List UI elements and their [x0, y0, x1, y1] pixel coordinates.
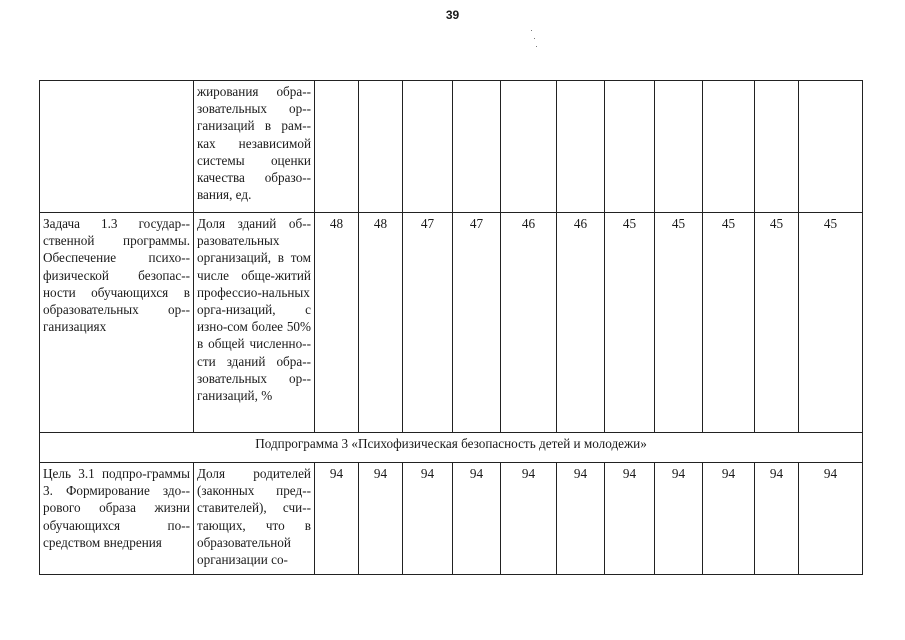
value-cell: 94 — [453, 463, 501, 575]
value-cell — [501, 81, 557, 213]
indicator-cell: Доля родителей (законных пред-ставителей), счи-тающих, что в образовательной организации со- — [194, 463, 315, 575]
value-cell: 45 — [655, 213, 703, 433]
value-cell: 94 — [403, 463, 453, 575]
value-cell: 94 — [799, 463, 863, 575]
value-cell: 94 — [359, 463, 403, 575]
indicators-table — [39, 80, 863, 575]
scan-speck — [534, 38, 535, 39]
task-cell: Задача 1.3 государ-ственной программы. Обеспечение психо-физической безопас-ности обучающихся в образовательных ор-ганизациях — [40, 213, 194, 433]
indicator-cell: жирования обра-зовательных ор-ганизаций в рам-ках независимой системы оценки качества образо-вания, ед. — [194, 81, 315, 213]
value-cell — [557, 81, 605, 213]
task-cell: Цель 3.1 подпро-граммы 3. Формирование здо-рового образа жизни обучающихся по-средством внедрения — [40, 463, 194, 575]
value-cell — [453, 81, 501, 213]
value-cell: 94 — [557, 463, 605, 575]
table-row — [40, 81, 863, 213]
value-cell: 94 — [755, 463, 799, 575]
value-cell — [703, 81, 755, 213]
value-cell — [315, 81, 359, 213]
value-cell — [403, 81, 453, 213]
value-cell: 94 — [315, 463, 359, 575]
task-cell — [40, 81, 194, 213]
value-cell: 48 — [315, 213, 359, 433]
value-cell: 46 — [557, 213, 605, 433]
value-cell — [359, 81, 403, 213]
table-row — [40, 213, 863, 433]
value-cell: 47 — [453, 213, 501, 433]
value-cell: 45 — [799, 213, 863, 433]
value-cell — [755, 81, 799, 213]
subprogram-header: Подпрограмма 3 «Психофизическая безопасность детей и молодежи» — [40, 433, 863, 463]
value-cell: 47 — [403, 213, 453, 433]
value-cell: 45 — [605, 213, 655, 433]
value-cell: 45 — [703, 213, 755, 433]
value-cell — [605, 81, 655, 213]
value-cell: 94 — [605, 463, 655, 575]
scan-speck — [536, 46, 537, 47]
value-cell: 94 — [655, 463, 703, 575]
value-cell: 94 — [703, 463, 755, 575]
value-cell: 48 — [359, 213, 403, 433]
indicator-cell: Доля зданий об-разовательных организаций, в том числе обще-житий профессио-нальных орга-низаций, с изно-сом более 50% в общей численно-сти зданий обра-зовательных ор-ганизаций, % — [194, 213, 315, 433]
table-row — [40, 463, 863, 575]
scan-speck — [531, 30, 532, 31]
value-cell — [655, 81, 703, 213]
value-cell — [799, 81, 863, 213]
value-cell: 45 — [755, 213, 799, 433]
value-cell: 46 — [501, 213, 557, 433]
subprogram-row — [40, 433, 863, 463]
value-cell: 94 — [501, 463, 557, 575]
page-number: 39 — [445, 8, 460, 22]
